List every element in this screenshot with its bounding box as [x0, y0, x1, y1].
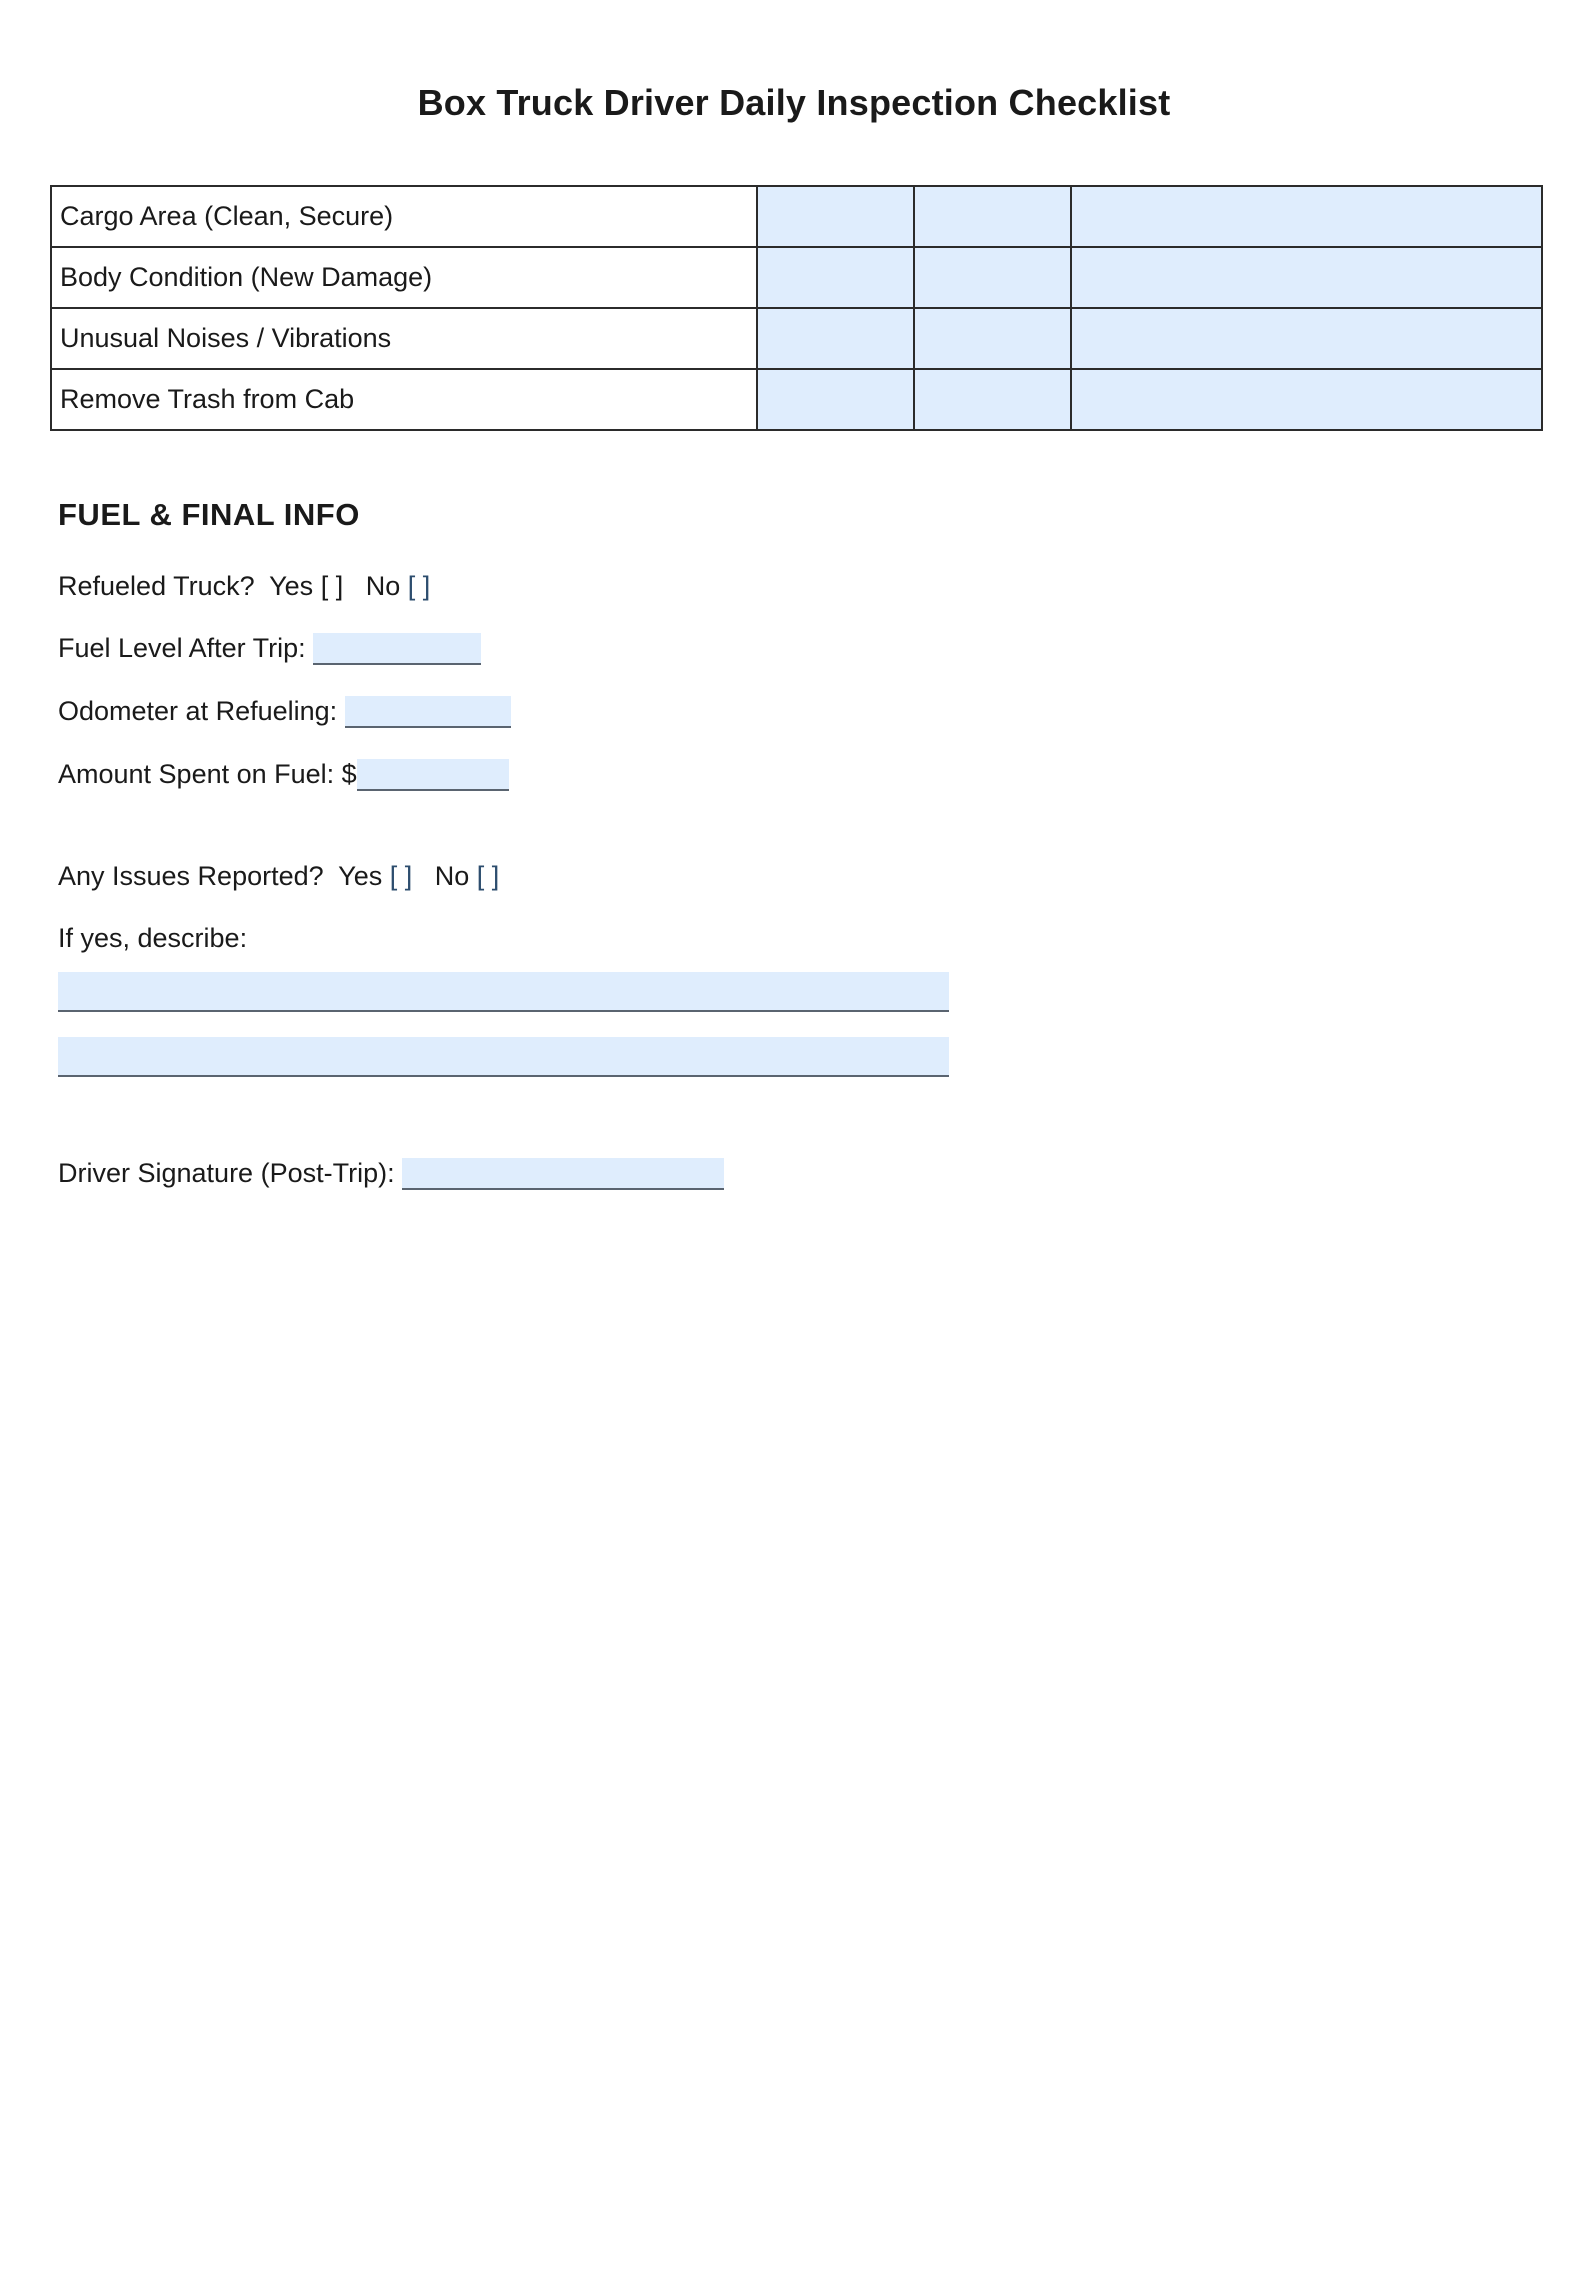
- fuel-section-heading: FUEL & FINAL INFO: [58, 497, 360, 532]
- refueled-yes-checkbox[interactable]: [ ]: [320, 571, 344, 601]
- issues-label: Any Issues Reported?: [58, 861, 324, 891]
- table-row: [51, 369, 1542, 430]
- fail-cell[interactable]: [914, 247, 1071, 308]
- odometer-field[interactable]: [345, 696, 511, 728]
- inspection-checklist-table: [50, 185, 1543, 431]
- checklist-item-label: Cargo Area (Clean, Secure): [51, 186, 757, 247]
- pass-cell[interactable]: [757, 186, 914, 247]
- amount-label: Amount Spent on Fuel: $: [58, 759, 357, 789]
- notes-cell[interactable]: [1071, 308, 1542, 369]
- notes-cell[interactable]: [1071, 186, 1542, 247]
- describe-line-2[interactable]: [58, 1037, 949, 1077]
- fuel-level-row: [58, 633, 481, 665]
- checklist-item-label: Unusual Noises / Vibrations: [51, 308, 757, 369]
- document-title: Box Truck Driver Daily Inspection Checklist: [417, 82, 1171, 123]
- amount-field[interactable]: [357, 759, 509, 791]
- fail-cell[interactable]: [914, 308, 1071, 369]
- notes-cell[interactable]: [1071, 247, 1542, 308]
- fail-cell[interactable]: [914, 186, 1071, 247]
- issues-question: [58, 861, 499, 892]
- refueled-no-label: No: [365, 571, 401, 601]
- pass-cell[interactable]: [757, 369, 914, 430]
- issues-yes-label: Yes: [338, 861, 383, 891]
- checklist-item-label: Body Condition (New Damage): [51, 247, 757, 308]
- signature-row: [58, 1158, 724, 1190]
- amount-row: [58, 759, 509, 791]
- refueled-no-checkbox[interactable]: [ ]: [407, 571, 431, 601]
- describe-line-1[interactable]: [58, 972, 949, 1012]
- pass-cell[interactable]: [757, 308, 914, 369]
- table-row: [51, 308, 1542, 369]
- signature-field[interactable]: [402, 1158, 724, 1190]
- checklist-item-label: Remove Trash from Cab: [51, 369, 757, 430]
- table-row: [51, 186, 1542, 247]
- refueled-yes-label: Yes: [269, 571, 314, 601]
- pass-cell[interactable]: [757, 247, 914, 308]
- odometer-row: [58, 696, 511, 728]
- issues-yes-checkbox[interactable]: [ ]: [389, 861, 413, 891]
- refueled-label: Refueled Truck?: [58, 571, 255, 601]
- fuel-level-field[interactable]: [313, 633, 481, 665]
- odometer-label: Odometer at Refueling:: [58, 696, 338, 726]
- signature-label: Driver Signature (Post-Trip):: [58, 1158, 395, 1188]
- refueled-question: [58, 571, 430, 602]
- fail-cell[interactable]: [914, 369, 1071, 430]
- describe-label: If yes, describe:: [58, 923, 248, 953]
- notes-cell[interactable]: [1071, 369, 1542, 430]
- issues-no-label: No: [434, 861, 470, 891]
- fuel-level-label: Fuel Level After Trip:: [58, 633, 306, 663]
- table-row: [51, 247, 1542, 308]
- issues-no-checkbox[interactable]: [ ]: [476, 861, 500, 891]
